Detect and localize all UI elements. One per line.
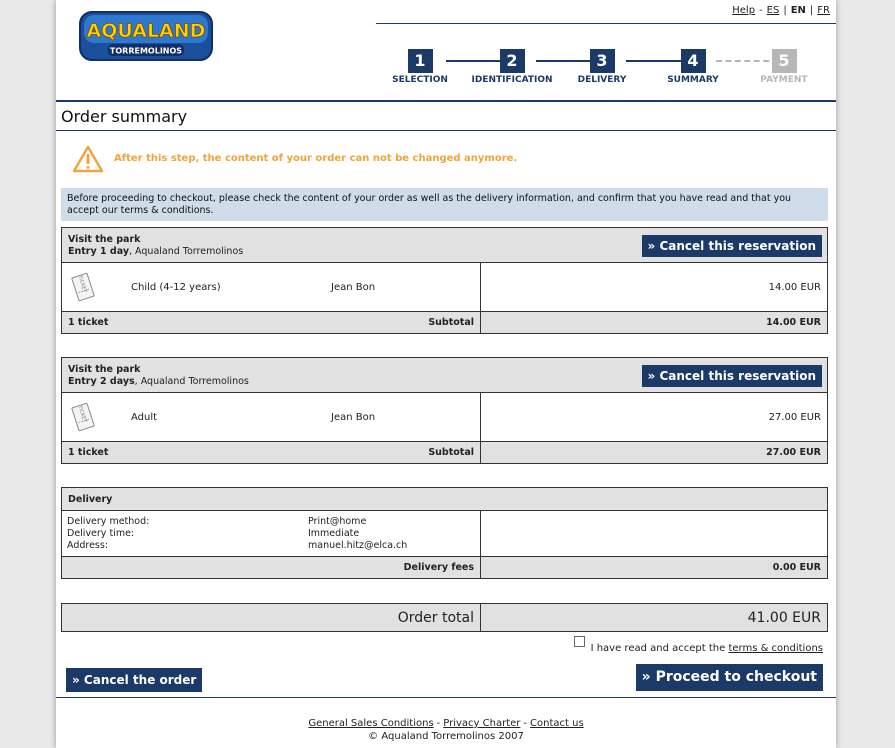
terms-acceptance — [574, 641, 823, 654]
order-total-label: Order total — [397, 610, 474, 626]
terms-link[interactable]: terms & conditions — [728, 643, 823, 654]
logo-subtitle: TORREMOLINOS — [109, 46, 183, 56]
ticket-price: 27.00 EUR — [768, 412, 821, 423]
delivery-fees-amount: 0.00 EUR — [772, 562, 821, 573]
subtotal-amount: 14.00 EUR — [766, 317, 821, 328]
subtotal-row — [62, 442, 827, 463]
delivery-values — [308, 516, 407, 552]
lang-fr-link[interactable]: FR — [817, 5, 830, 16]
subtotal-label: Subtotal — [428, 317, 474, 328]
order-total-left-cell — [62, 604, 481, 631]
delivery-time-value: Immediate — [308, 528, 360, 539]
lang-en-active: EN — [790, 5, 806, 16]
separator: - — [523, 718, 528, 729]
lang-es-link[interactable]: ES — [766, 5, 780, 16]
contact-us-link[interactable]: Contact us — [530, 718, 584, 729]
separator: - — [759, 5, 763, 16]
footer — [56, 717, 836, 743]
step-label: PAYMENT — [760, 75, 808, 85]
order-total-row — [61, 603, 828, 632]
step-identification — [467, 49, 557, 85]
reservation-place: , Aqualand Torremolinos — [129, 246, 244, 257]
delivery-time-label: Delivery time: — [67, 528, 135, 539]
ticket-count: 1 ticket — [68, 317, 109, 328]
step-delivery — [557, 49, 647, 85]
aqualand-logo[interactable] — [78, 10, 214, 62]
subtotal-label: Subtotal — [428, 447, 474, 458]
separator: - — [436, 718, 441, 729]
header-divider — [376, 23, 836, 24]
help-link[interactable]: Help — [732, 5, 756, 16]
step-summary — [648, 49, 738, 85]
ticket-icon — [68, 401, 98, 433]
delivery-details-row — [62, 511, 827, 557]
delivery-address-label: Address: — [67, 540, 109, 551]
privacy-charter-link[interactable]: Privacy Charter — [443, 718, 521, 729]
delivery-labels — [67, 516, 149, 552]
ticket-icon — [68, 271, 98, 303]
subtotal-left-cell — [62, 442, 481, 463]
step-payment — [739, 49, 829, 85]
step-number: 1 — [408, 49, 433, 73]
general-sales-conditions-link[interactable]: General Sales Conditions — [308, 718, 434, 729]
order-total-amount: 41.00 EUR — [747, 610, 821, 626]
delivery-method-value: Print@home — [308, 516, 367, 527]
logo-wordmark: AQUALAND — [86, 20, 206, 42]
delivery-info-cell — [62, 511, 481, 556]
step-selection — [375, 49, 465, 85]
ticket-count: 1 ticket — [68, 447, 109, 458]
svg-text:TICKET: TICKET — [76, 274, 88, 294]
cancel-reservation-button[interactable]: » Cancel this reservation — [642, 365, 822, 387]
ticket-info-cell — [62, 393, 481, 441]
ticket-row — [62, 263, 827, 312]
reservation-header — [62, 358, 827, 393]
reservation-block — [61, 357, 828, 464]
subtotal-amount: 27.00 EUR — [766, 447, 821, 458]
footer-links — [56, 717, 836, 730]
step-label: DELIVERY — [577, 75, 627, 85]
info-box: Before proceeding to checkout, please check the content of your order as well as the delivery information, and confirm that you have read and that you accept our terms & conditions. — [61, 188, 828, 221]
reservation-title: Visit the park — [68, 234, 141, 245]
svg-text:TICKET: TICKET — [76, 404, 88, 424]
step-label: IDENTIFICATION — [471, 75, 553, 85]
step-label: SUMMARY — [667, 75, 719, 85]
reservation-header — [62, 228, 827, 263]
reservation-entry: Entry 2 days — [68, 376, 135, 387]
step-number: 2 — [500, 49, 525, 73]
reservation-title: Visit the park — [68, 364, 141, 375]
delivery-header: Delivery — [62, 488, 827, 511]
ticket-price: 14.00 EUR — [768, 282, 821, 293]
checkout-steps — [390, 49, 818, 89]
title-bar — [56, 100, 836, 131]
separator: | — [809, 5, 814, 16]
subtotal-left-cell — [62, 312, 481, 333]
page-title: Order summary — [61, 107, 188, 126]
ticket-holder: Jean Bon — [331, 282, 376, 293]
separator: | — [783, 5, 787, 16]
copyright: © Aqualand Torremolinos 2007 — [368, 731, 524, 742]
footer-divider — [56, 697, 836, 698]
ticket-info-cell — [62, 263, 481, 311]
delivery-address-value: manuel.hitz@elca.ch — [308, 540, 408, 551]
cancel-order-button[interactable]: » Cancel the order — [66, 668, 202, 692]
ticket-row — [62, 393, 827, 442]
step-label: SELECTION — [392, 75, 448, 85]
delivery-method-label: Delivery method: — [67, 516, 150, 527]
terms-checkbox[interactable] — [574, 636, 585, 647]
step-number: 5 — [772, 49, 797, 73]
warning-text: After this step, the content of your order can not be changed anymore. — [114, 153, 518, 164]
page — [56, 0, 836, 748]
cancel-reservation-button[interactable]: » Cancel this reservation — [642, 235, 822, 257]
step-number: 3 — [590, 49, 615, 73]
delivery-fees-row — [62, 557, 827, 578]
reservation-block — [61, 227, 828, 334]
delivery-fees-label: Delivery fees — [403, 562, 474, 573]
language-bar — [732, 5, 830, 16]
subtotal-row — [62, 312, 827, 333]
proceed-to-checkout-button[interactable]: » Proceed to checkout — [636, 664, 823, 691]
ticket-holder: Jean Bon — [331, 412, 376, 423]
terms-text: I have read and accept the — [590, 643, 729, 654]
step-number: 4 — [681, 49, 706, 73]
ticket-type: Adult — [131, 412, 158, 423]
ticket-type: Child (4-12 years) — [131, 282, 221, 293]
reservation-place: , Aqualand Torremolinos — [134, 376, 249, 387]
delivery-block — [61, 487, 828, 579]
warning-icon — [72, 145, 104, 173]
reservation-entry: Entry 1 day — [68, 246, 130, 257]
delivery-fees-left-cell — [62, 557, 481, 578]
warning-message — [72, 145, 772, 173]
